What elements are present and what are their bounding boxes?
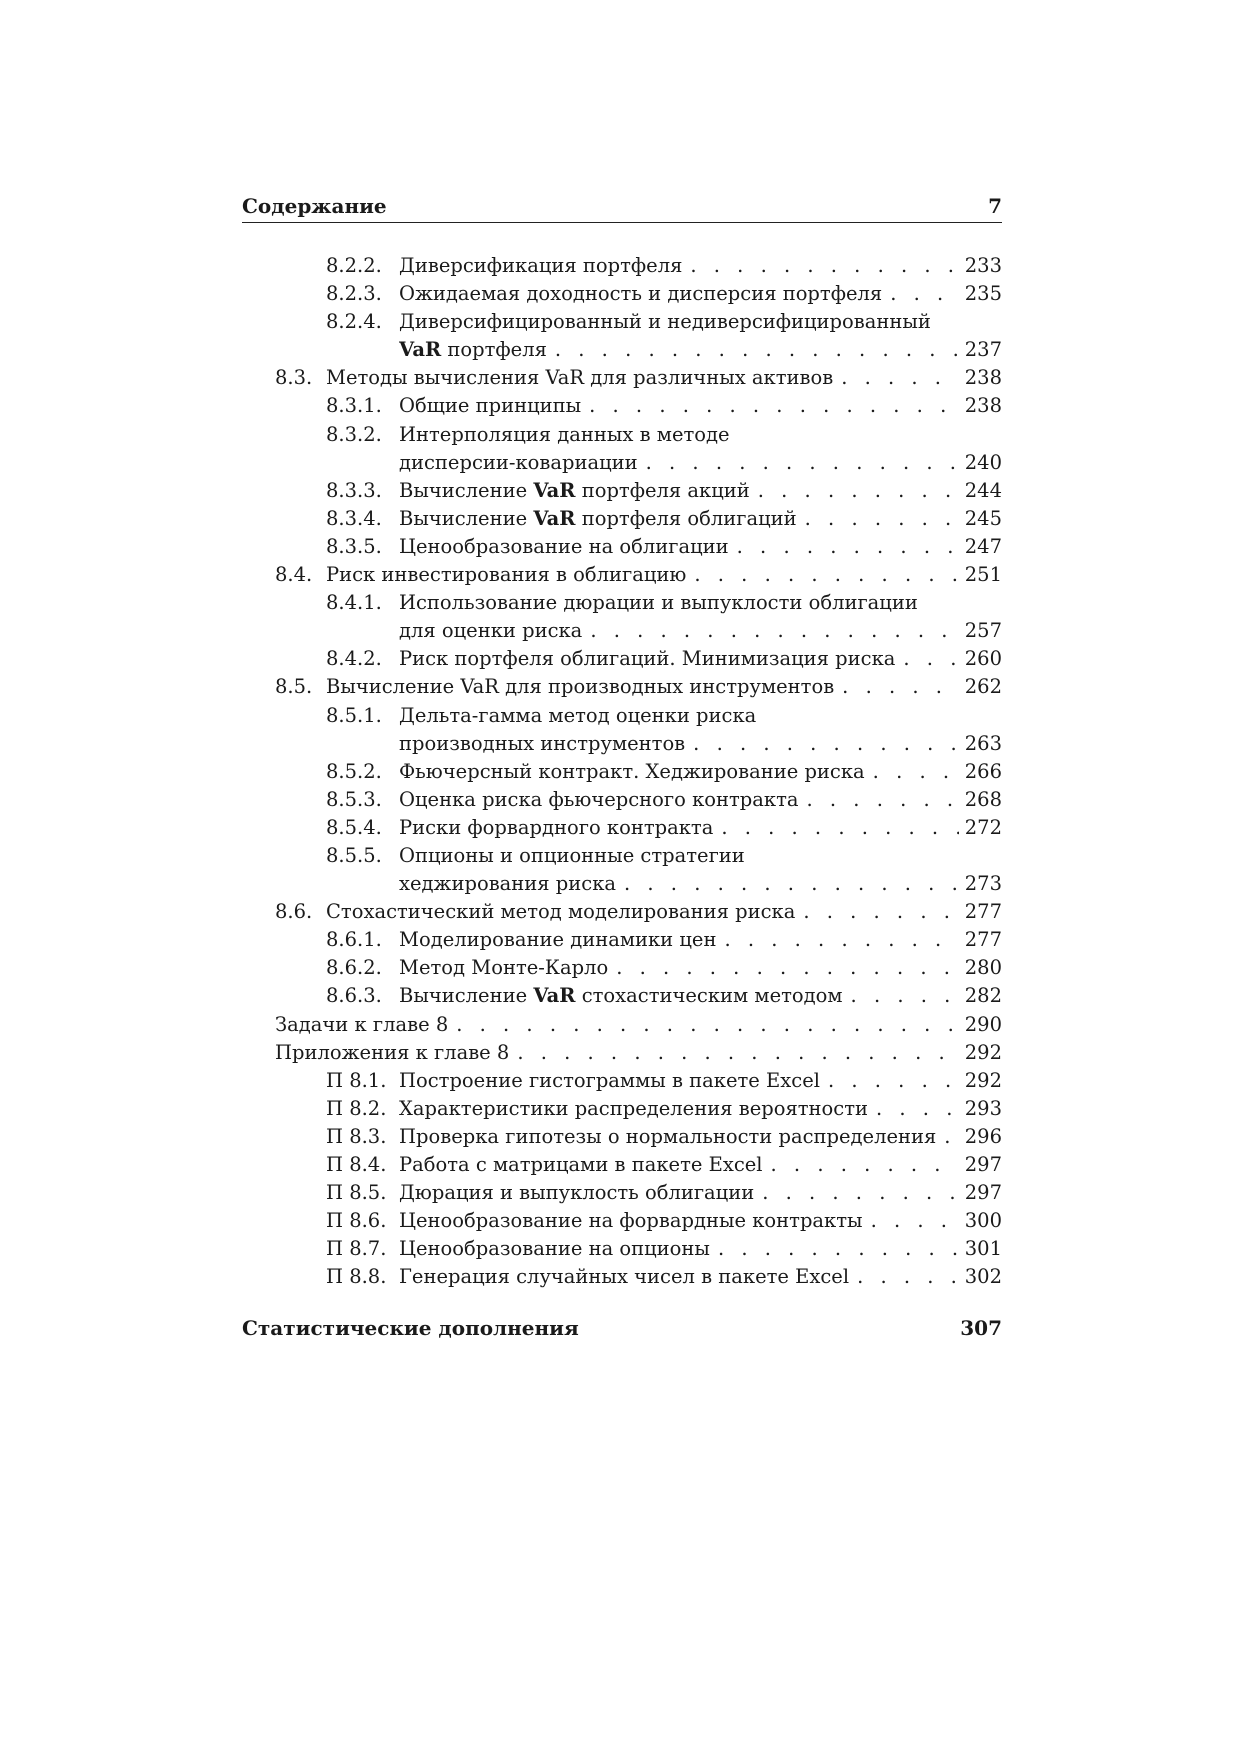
entry-number: 8.2.4. [326, 310, 382, 334]
entry-title: Вычисление VaR портфеля акций [399, 477, 758, 505]
dot-leader [762, 1179, 959, 1207]
dot-leader [690, 252, 958, 280]
toc-entry[interactable] [242, 786, 1002, 814]
entry-page: 262 [959, 673, 1002, 701]
toc-entry[interactable] [242, 589, 1002, 617]
entry-number: 8.4. [275, 563, 313, 587]
entry-page: 251 [959, 561, 1002, 589]
entry-title: Метод Монте-Карло [399, 954, 616, 982]
dot-leader [828, 1067, 959, 1095]
entry-title: Стохастический метод моделирования риска [326, 898, 803, 926]
dot-leader [857, 1263, 959, 1291]
entry-title: Общие принципы [399, 392, 589, 420]
entry-title: Дельта-гамма метод оценки риска [399, 702, 764, 730]
entry-title: Интерполяция данных в методе [399, 421, 738, 449]
toc-entry[interactable] [242, 392, 1002, 420]
entry-title: производных инструментов [399, 730, 693, 758]
entry-number: 8.3.3. [326, 478, 382, 502]
dot-leader [555, 336, 959, 364]
entry-number: 8.3.1. [326, 394, 382, 418]
toc-entry[interactable] [242, 1095, 1002, 1123]
toc-entry-continuation[interactable] [242, 870, 1002, 898]
entry-number: 8.6. [275, 900, 313, 924]
entry-page: 268 [959, 786, 1002, 814]
toc-entry[interactable] [242, 308, 1002, 336]
entry-number: 8.5.1. [326, 703, 382, 727]
toc-entry[interactable] [242, 1235, 1002, 1263]
toc-entry-continuation[interactable] [242, 449, 1002, 477]
entry-title: хеджирования риска [399, 870, 624, 898]
toc-entry[interactable] [242, 702, 1002, 730]
entry-number: 8.2.2. [326, 254, 382, 277]
entry-number: 8.6.3. [326, 984, 382, 1008]
entry-number: 8.5.3. [326, 787, 382, 811]
dot-leader [721, 814, 958, 842]
entry-page: 301 [959, 1235, 1002, 1263]
dot-leader [718, 1235, 959, 1263]
chapter-title: Статистические дополнения [242, 1316, 579, 1340]
entry-title: дисперсии-ковариации [399, 449, 646, 477]
entry-page: 235 [959, 280, 1002, 308]
entry-title: Методы вычисления VaR для различных активов [326, 364, 841, 392]
entry-number: П 8.1. [326, 1068, 387, 1092]
running-header [242, 192, 1002, 223]
toc-entry[interactable] [242, 758, 1002, 786]
entry-title: Характеристики распределения вероятности [399, 1095, 876, 1123]
entry-title: Задачи к главе 8 [275, 1011, 456, 1039]
dot-leader [693, 730, 959, 758]
entry-number: П 8.4. [326, 1153, 387, 1176]
toc-entry[interactable] [242, 926, 1002, 954]
dot-leader [646, 449, 959, 477]
entry-page: 297 [959, 1179, 1002, 1207]
entry-title: Вычисление VaR стохастическим методом [399, 982, 851, 1010]
entry-title: Работа с матрицами в пакете Excel [399, 1151, 771, 1179]
toc-entry-continuation[interactable] [242, 336, 1002, 364]
entry-title: Риск инвестирования в облигацию [326, 561, 694, 589]
entry-page: 293 [959, 1095, 1002, 1123]
entry-number: П 8.7. [326, 1237, 387, 1261]
dot-leader [890, 280, 959, 308]
toc-entry[interactable] [242, 505, 1002, 533]
entry-page: 245 [959, 505, 1002, 533]
entry-page: 237 [959, 336, 1002, 364]
header-page-number: 7 [988, 194, 1002, 218]
entry-title: Опционы и опционные стратегии [399, 842, 753, 870]
entry-page: 238 [959, 364, 1002, 392]
entry-title: Оценка риска фьючерсного контракта [399, 786, 807, 814]
entry-title: Использование дюрации и выпуклости облигации [399, 589, 926, 617]
dot-leader [694, 561, 958, 589]
dot-leader [841, 364, 959, 392]
dot-leader [616, 954, 959, 982]
dot-leader [944, 1123, 958, 1151]
dot-leader [807, 786, 959, 814]
entry-page: 273 [959, 870, 1002, 898]
entry-title: Ожидаемая доходность и дисперсия портфеля [399, 280, 890, 308]
entry-title: Риск портфеля облигаций. Минимизация риска [399, 645, 903, 673]
toc-entry[interactable] [242, 645, 1002, 673]
toc-entry[interactable] [242, 954, 1002, 982]
entry-page: 263 [959, 730, 1002, 758]
entry-title: Проверка гипотезы о нормальности распределения [399, 1123, 944, 1151]
dot-leader [517, 1039, 958, 1067]
entry-title: VaR портфеля [399, 336, 555, 364]
dot-leader [871, 1207, 959, 1235]
chapter-page: 307 [960, 1316, 1002, 1340]
entry-page: 272 [959, 814, 1002, 842]
entry-page: 280 [959, 954, 1002, 982]
entry-page: 247 [959, 533, 1002, 561]
dot-leader [624, 870, 959, 898]
toc-entry[interactable] [242, 1011, 1002, 1039]
dot-leader [758, 477, 959, 505]
entry-number: П 8.3. [326, 1124, 387, 1148]
entry-number: 8.2.3. [326, 282, 382, 306]
entry-page: 300 [959, 1207, 1002, 1235]
toc-entry[interactable] [242, 1207, 1002, 1235]
entry-page: 257 [959, 617, 1002, 645]
dot-leader [876, 1095, 959, 1123]
entry-title: Риски форвардного контракта [399, 814, 721, 842]
entry-page: 244 [959, 477, 1002, 505]
entry-number: П 8.6. [326, 1209, 387, 1233]
entry-page: 266 [959, 758, 1002, 786]
toc-entry[interactable] [242, 1179, 1002, 1207]
dot-leader [805, 505, 959, 533]
entry-page: 292 [959, 1067, 1002, 1095]
toc-entry[interactable] [242, 421, 1002, 449]
bold-term: VaR [399, 338, 442, 362]
entry-page: 277 [959, 898, 1002, 926]
dot-leader [873, 758, 959, 786]
entry-page: 233 [959, 252, 1002, 280]
toc-entry[interactable] [242, 364, 1002, 392]
entry-number: П 8.8. [326, 1265, 387, 1289]
entry-number: 8.5.5. [326, 843, 382, 867]
entry-page: 260 [959, 645, 1002, 673]
entry-title: Приложения к главе 8 [275, 1039, 517, 1067]
entry-number: 8.5.2. [326, 759, 382, 783]
toc-entry[interactable] [242, 673, 1002, 701]
entry-page: 238 [959, 392, 1002, 420]
entry-title: Диверсификация портфеля [399, 252, 690, 280]
header-title: Содержание [242, 194, 387, 218]
dot-leader [456, 1011, 959, 1039]
dot-leader [590, 617, 958, 645]
entry-number: 8.5. [275, 675, 313, 699]
entry-number: П 8.5. [326, 1181, 387, 1205]
entry-title: Вычисление VaR для производных инструментов [326, 673, 842, 701]
toc-entry[interactable] [242, 533, 1002, 561]
entry-page: 277 [959, 926, 1002, 954]
table-of-contents [242, 252, 1002, 1291]
entry-title: Ценообразование на опционы [399, 1235, 718, 1263]
entry-number: 8.4.1. [326, 591, 382, 615]
toc-entry-continuation[interactable] [242, 730, 1002, 758]
entry-number: П 8.2. [326, 1096, 387, 1120]
toc-entry[interactable] [242, 1263, 1002, 1291]
bold-term: VaR [533, 506, 576, 530]
chapter-entry[interactable] [242, 1316, 1002, 1346]
toc-entry[interactable] [242, 1123, 1002, 1151]
entry-page: 292 [959, 1039, 1002, 1067]
dot-leader [724, 926, 958, 954]
entry-page: 302 [959, 1263, 1002, 1291]
entry-page: 282 [959, 982, 1002, 1010]
entry-number: 8.4.2. [326, 647, 382, 671]
entry-title: Вычисление VaR портфеля облигаций [399, 505, 805, 533]
entry-title: Ценообразование на форвардные контракты [399, 1207, 871, 1235]
dot-leader [903, 645, 958, 673]
entry-number: 8.3.4. [326, 506, 382, 530]
toc-entry[interactable] [242, 252, 1002, 280]
entry-page: 290 [959, 1011, 1002, 1039]
toc-entry[interactable] [242, 280, 1002, 308]
toc-entry[interactable] [242, 982, 1002, 1010]
dot-leader [589, 392, 959, 420]
toc-entry[interactable] [242, 1039, 1002, 1067]
entry-title: Фьючерсный контракт. Хеджирование риска [399, 758, 873, 786]
entry-number: 8.3.2. [326, 422, 382, 446]
entry-page: 240 [959, 449, 1002, 477]
entry-title: Ценообразование на облигации [399, 533, 737, 561]
entry-number: 8.6.1. [326, 928, 382, 952]
entry-title: Моделирование динамики цен [399, 926, 724, 954]
entry-page: 296 [959, 1123, 1002, 1151]
toc-entry-continuation[interactable] [242, 617, 1002, 645]
entry-page: 297 [959, 1151, 1002, 1179]
entry-number: 8.3. [275, 366, 313, 390]
toc-entry[interactable] [242, 898, 1002, 926]
entry-title: для оценки риска [399, 617, 590, 645]
toc-entry[interactable] [242, 842, 1002, 870]
dot-leader [803, 898, 958, 926]
dot-leader [771, 1151, 959, 1179]
bold-term: VaR [533, 984, 576, 1008]
toc-entry[interactable] [242, 1151, 1002, 1179]
toc-entry[interactable] [242, 477, 1002, 505]
entry-title: Диверсифицированный и недиверсифицированный [399, 308, 939, 336]
dot-leader [851, 982, 959, 1010]
toc-entry[interactable] [242, 814, 1002, 842]
entry-title: Дюрация и выпуклость облигации [399, 1179, 762, 1207]
dot-leader [842, 673, 959, 701]
entry-number: 8.5.4. [326, 815, 382, 839]
toc-entry[interactable] [242, 561, 1002, 589]
bold-term: VaR [533, 478, 576, 502]
dot-leader [737, 533, 959, 561]
entry-title: Построение гистограммы в пакете Excel [399, 1067, 828, 1095]
entry-number: 8.3.5. [326, 534, 382, 558]
entry-number: 8.6.2. [326, 956, 382, 980]
entry-title: Генерация случайных чисел в пакете Excel [399, 1263, 857, 1291]
toc-entry[interactable] [242, 1067, 1002, 1095]
